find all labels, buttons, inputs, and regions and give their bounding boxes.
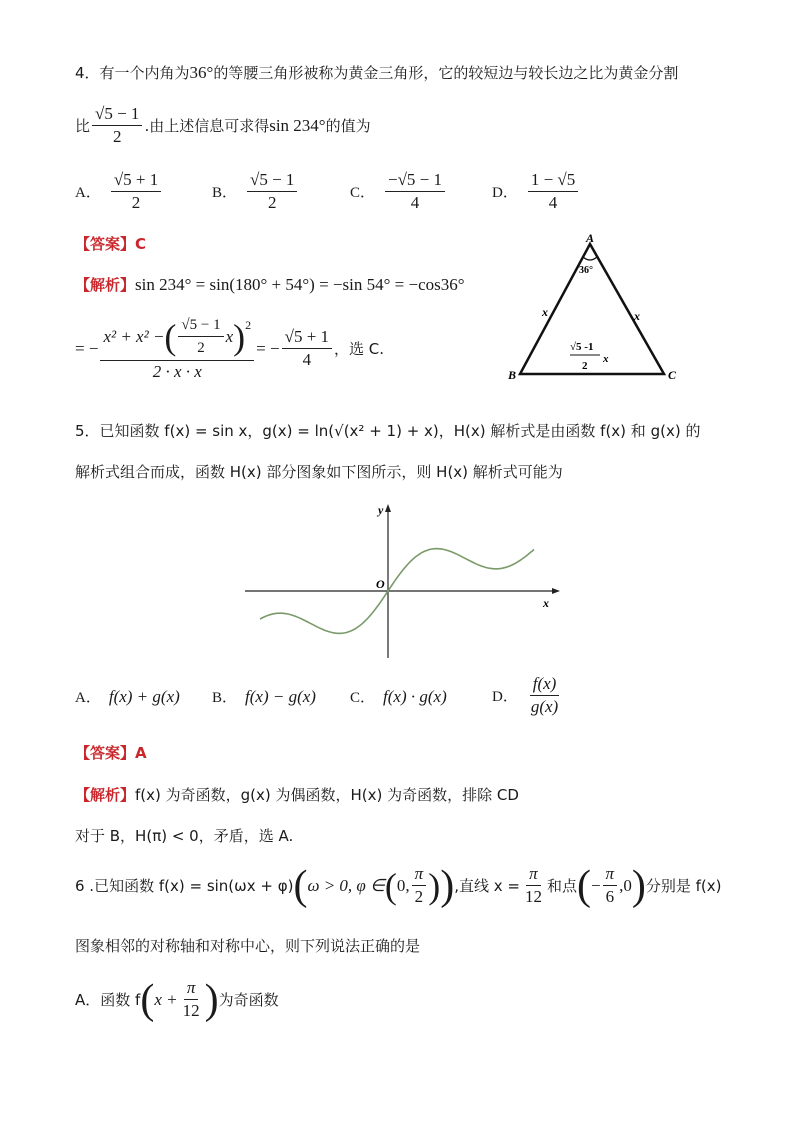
q4-analysis-line2: = − x² + x² − ( $\frac{√5 - 1}{2}$ x ) $^2$ 2 · x · x = − $\frac{√5 + 1}{4}$ ，选 C. <box>75 316 385 381</box>
y-axis-label: y <box>378 503 384 517</box>
x-axis-arrow <box>552 588 560 594</box>
q4-option-b[interactable]: B． $\frac{√5 - 1}{2}$ <box>212 170 299 213</box>
q6-line2: 图象相邻的对称轴和对称中心，则下列说法正确的是 <box>75 937 421 955</box>
q5-option-c[interactable]: C． f(x) · g(x) <box>350 686 447 706</box>
q5-line1: 5．已知函数 f(x) = sin x，g(x) = ln(√(x² + 1) + x)，H(x) 解析式是由函数 f(x) 和 g(x) 的 <box>75 422 701 440</box>
q5-line2: 解析式组合而成，函数 H(x) 部分图象如下图所示，则 H(x) 解析式可能为 <box>75 463 563 481</box>
q4-option-d[interactable]: D． $\frac{1 - √5}{4}$ <box>492 170 580 213</box>
q5-option-d[interactable]: D． $\frac{f(x)}{g(x)}$ <box>492 674 559 716</box>
golden-ratio-fraction: $\frac{√5 - 1}{2}$ <box>92 104 142 147</box>
origin-label: O <box>376 577 385 591</box>
q4-option-a[interactable]: A． $\frac{√5 + 1}{2}$ <box>75 170 163 213</box>
q5-analysis-line1: 【解析】f(x) 为奇函数，g(x) 为偶函数，H(x) 为奇函数，排除 CD <box>75 786 519 804</box>
big-fraction: x² + x² − ( $\frac{√5 - 1}{2}$ x ) $^2$ 2 · x · x <box>100 315 254 382</box>
q4-analysis-line1: 【解析】sin 234° = sin(180° + 54°) = −sin 54° = −cos36° <box>75 275 465 294</box>
side-right-label: x <box>634 309 640 323</box>
angle-label: 36° <box>579 265 593 276</box>
angle-arc <box>583 257 597 260</box>
base-ratio-num: √5 -1 <box>570 341 594 353</box>
y-axis-arrow <box>385 504 391 512</box>
q5-option-b[interactable]: B． f(x) − g(x) <box>212 686 316 706</box>
vertex-c-label: C <box>668 368 677 382</box>
q4-line2: 比 $\frac{√5 - 1}{2}$ .由上述信息可求得 sin 234° 的值为 <box>75 104 371 146</box>
q5-answer: 【答案】A <box>75 744 147 762</box>
vertex-a-label: A <box>586 231 595 245</box>
base-ratio-den: 2 <box>582 360 588 372</box>
q4-line1: 4．有一个内角为36°的等腰三角形被称为黄金三角形，它的较短边与较长边之比为黄金分割 <box>75 63 679 82</box>
q6-option-a[interactable]: A．函数 f ( x + $\frac{\pi}{12}$ ) 为奇函数 <box>75 976 279 1023</box>
vertex-b-label: B <box>508 368 517 382</box>
q6-line1: 6 .已知函数 f(x) = sin(ωx + φ) ( ω > 0, φ ∈ ( 0, $\frac{\pi}{2}$ ) ) ,直线 x = $\frac{\pi}{12}$ 和点 ( − $\frac{\pi}{6}$ ,0 ) 分别是 f(x) <box>75 862 722 909</box>
q4-answer: 【答案】C <box>75 235 147 253</box>
q5-analysis-line2: 对于 B，H(π) < 0，矛盾，选 A. <box>75 827 294 845</box>
golden-triangle-diagram <box>500 230 690 385</box>
side-left-label: x <box>542 305 548 319</box>
function-graph <box>240 500 560 662</box>
x-axis-label: x <box>543 596 549 610</box>
base-ratio-x: x <box>603 353 609 365</box>
q5-option-a[interactable]: A． f(x) + g(x) <box>75 686 180 706</box>
q4-option-c[interactable]: C． $\frac{-√5 - 1}{4}$ <box>350 170 447 213</box>
